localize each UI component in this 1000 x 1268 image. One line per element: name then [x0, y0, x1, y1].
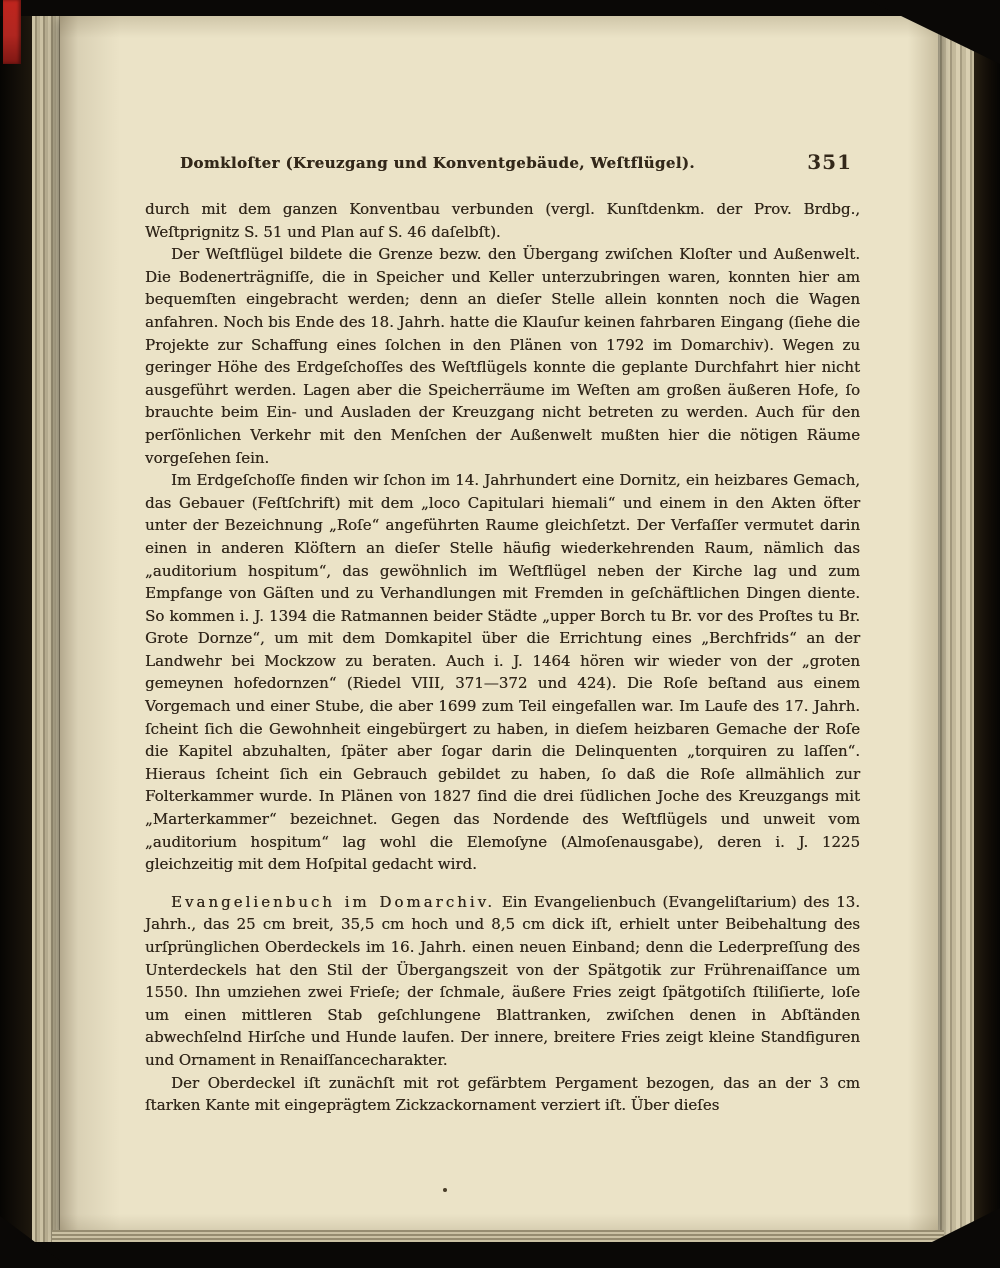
paragraph-evangelienbuch-text: Ein Evangelienbuch (Evangeliſtarium) des 13. Jahrh., das 25 cm breit, 35,5 cm hoch und 8,5 cm dick iſt, erhielt unter Beibehaltung des urſprünglichen Oberdeckels im 16. Jahrh. einen neuen Einband; denn die Lederpreſſung des Unterdeckels hat den Stil der Übergangszeit von der Spätgotik zur Frührenaiſſance um 1550. Ihn umziehen zwei Frieſe; der ſchmale, äußere Fries zeigt ſpätgotiſch ſtiliſierte, loſe um einen mittleren Stab geſchlungene Blattranken, zwiſchen denen in Abſtänden abwechſelnd Hirſche und Hunde laufen. Der innere, breitere Fries zeigt kleine Standfiguren und Ornament in Renaiſſancecharakter. — [145, 892, 860, 1069]
paragraph-continuation: durch mit dem ganzen Konventbau verbunden (vergl. Kunſtdenkm. der Prov. Brdbg., Weſtprignitz S. 51 und Plan auf S. 46 daſelbſt). — [145, 200, 860, 241]
page-header — [145, 150, 860, 180]
paragraph-evangelienbuch-lead: Evangelienbuch im Domarchiv. — [171, 892, 496, 911]
page-stack-right-edge — [936, 10, 974, 1254]
paragraph-erdgeschoss: Im Erdgeſchoſſe finden wir ſchon im 14. Jahrhundert eine Dornitz, ein heizbares Gemach, das Gebauer (Feſtſchrift) mit dem „loco Capitulari hiemali“ und einem in den Akten öfter unter der Bezeichnung „Roſe“ angeführten Raume gleichſetzt. Der Verfaſſer vermutet darin einen in anderen Klöſtern an dieſer Stelle häufig wiederkehrenden Raum, nämlich das „auditorium hospitum“, das gewöhnlich im Weſtflügel neben der Kirche lag und zum Empfange von Gäſten und zu Verhandlungen mit Fremden in geſchäftlichen Dingen diente. So kommen i. J. 1394 die Ratmannen beider Städte „upper Borch tu Br. vor des Proſtes tu Br. Grote Dornze“, um mit dem Domkapitel über die Errichtung eines „Berchfrids“ an der Landwehr bei Mockzow zu beraten. Auch i. J. 1464 hören wir wieder von der „groten gemeynen hofedornzen“ (Riedel VIII, 371—372 und 424). Die Roſe beſtand aus einem Vorgemach und einer Stube, die aber 1699 zum Teil eingefallen war. Im Laufe des 17. Jahrh. ſcheint ſich die Gewohnheit eingebürgert zu haben, in dieſem heizbaren Gemache der Roſe die Kapitel abzuhalten, ſpäter aber ſogar darin die Delinquenten „torquiren zu laſſen“. Hieraus ſcheint ſich ein Gebrauch gebildet zu haben, ſo daß die Roſe allmählich zur Folterkammer wurde. In Plänen von 1827 ſind die drei ſüdlichen Joche des Kreuzgangs mit „Marterkammer“ bezeichnet. Gegen das Nordende des Weſtflügels und unweit vom „auditorium hospitum“ lag wohl die Elemoſyne (Almoſenausgabe), deren i. J. 1225 gleichzeitig mit dem Hoſpital gedacht wird. — [145, 471, 860, 874]
text-block — [145, 198, 860, 1117]
paragraph-westfluegel: Der Weſtflügel bildete die Grenze bezw. den Übergang zwiſchen Kloſter und Außenwelt. Die Bodenerträgniſſe, die in Speicher und Keller unterzubringen waren, konnten hier am bequemſten eingebracht werden; denn an dieſer Stelle allein konnten noch die Wagen anfahren. Noch bis Ende des 18. Jahrh. hatte die Klauſur keinen fahrbaren Eingang (ſiehe die Projekte zur Schaffung eines ſolchen in den Plänen von 1792 im Domarchiv). Wegen zu geringer Höhe des Erdgeſchoſſes des Weſtflügels konnte die geplante Durchfahrt hier nicht ausgeführt werden. Lagen aber die Speicherräume im Weſten am großen äußeren Hofe, ſo brauchte beim Ein- und Ausladen der Kreuzgang nicht betreten zu werden. Auch für den perſönlichen Verkehr mit den Menſchen der Außenwelt mußten hier die nötigen Räume vorgeſehen ſein. — [145, 245, 860, 467]
ink-speck — [443, 1188, 447, 1192]
photo-bottom-band — [0, 1242, 1000, 1268]
paragraph-oberdeckel: Der Oberdeckel iſt zunächſt mit rot gefärbtem Pergament bezogen, das an der 3 cm ſtarken Kante mit eingeprägtem Zickzackornament verziert iſt. Über dieſes — [145, 1073, 860, 1115]
red-spine-label — [3, 0, 21, 64]
book-page — [60, 16, 938, 1240]
book-cover-right — [970, 0, 1000, 1268]
running-title: Domkloſter (Kreuzgang und Konventgebäude, Weſtflügel). — [180, 154, 695, 172]
page-number: 351 — [807, 150, 852, 174]
photo-top-band — [0, 0, 1000, 16]
paragraph-evangelienbuch — [145, 891, 860, 1072]
